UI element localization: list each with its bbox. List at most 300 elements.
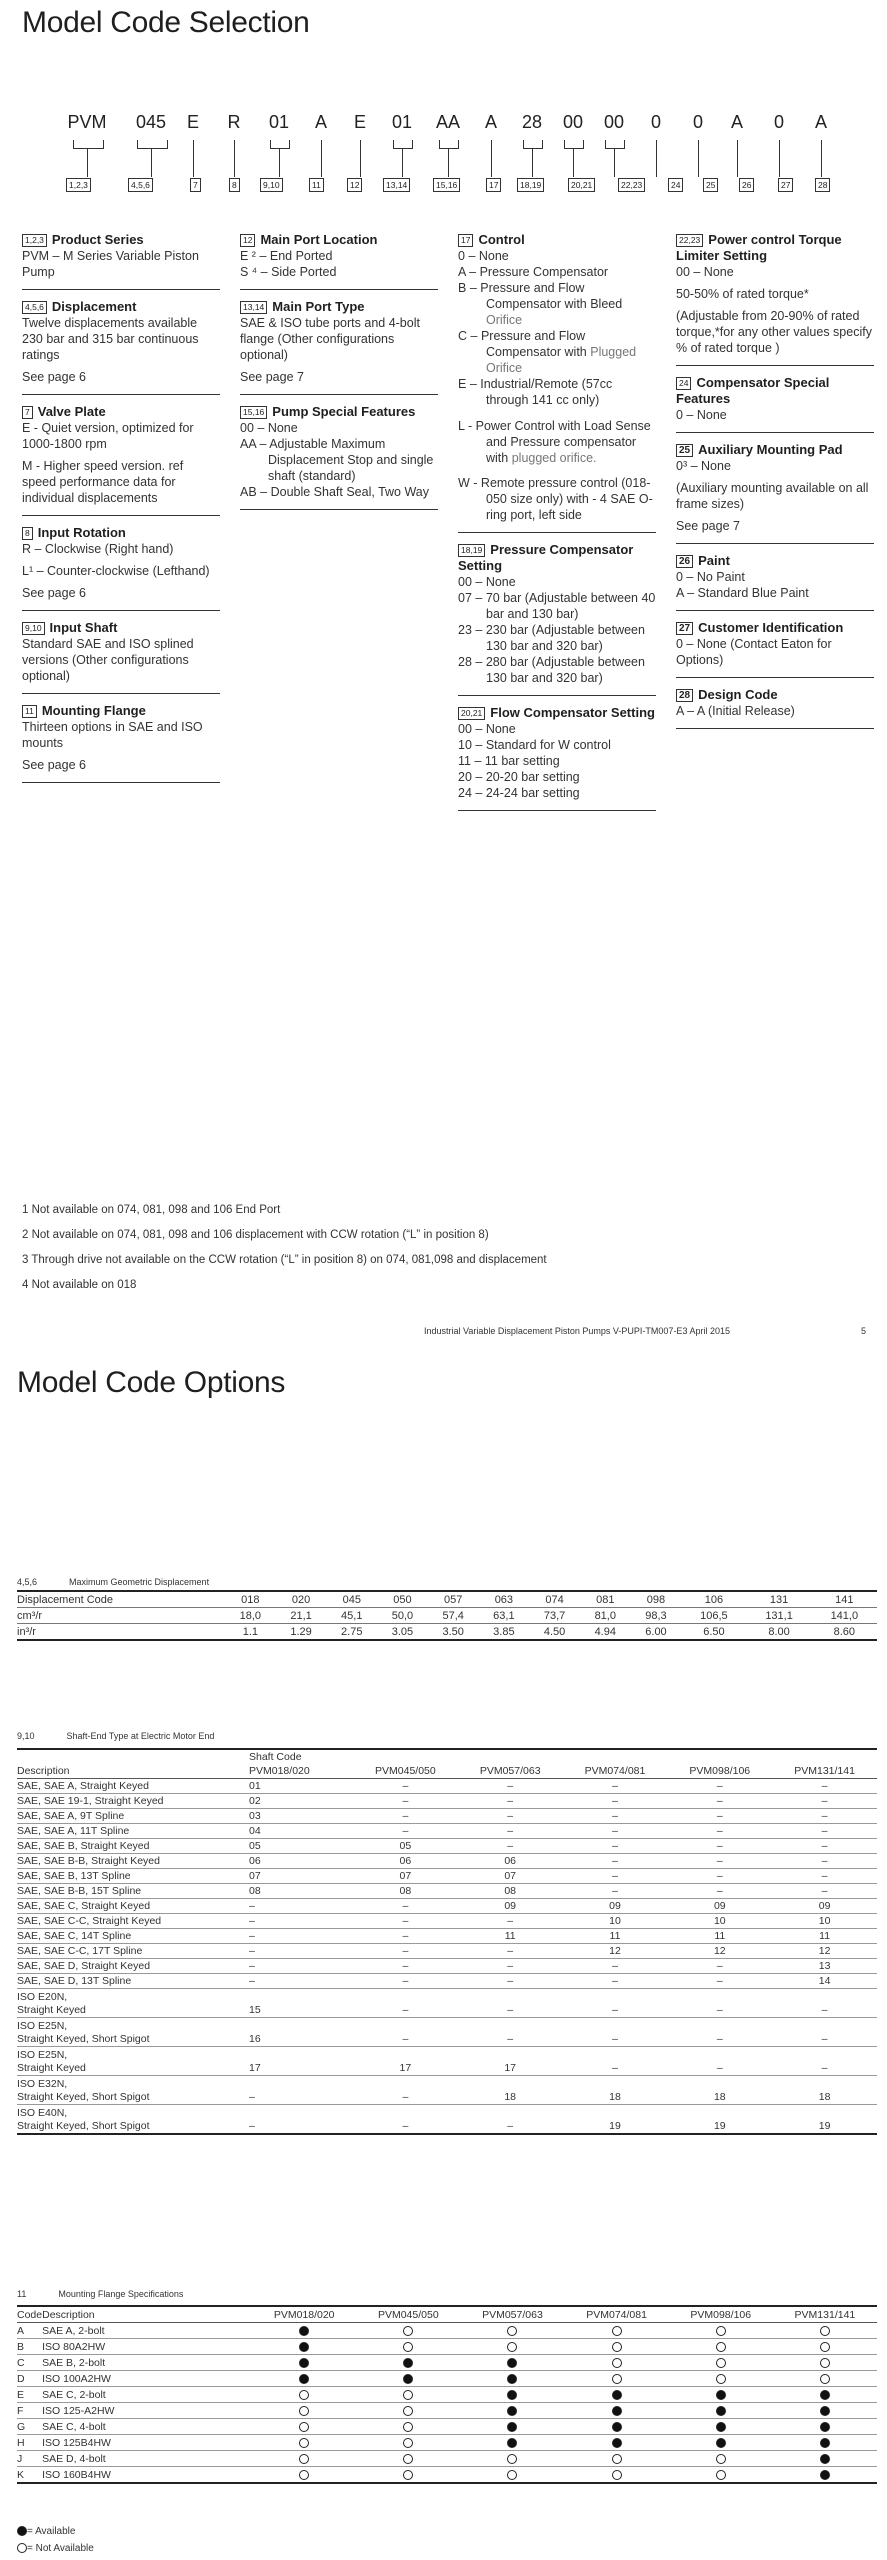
- table-cell: cm³/r: [17, 1608, 225, 1624]
- section-title: [22, 620, 220, 636]
- table-cell: SAE, SAE 19-1, Straight Keyed: [17, 1794, 243, 1809]
- header-cell: Description: [42, 2306, 252, 2323]
- code-tick: [698, 140, 699, 177]
- table-cell: –: [353, 1794, 458, 1809]
- filled-circle-icon: [612, 2422, 622, 2432]
- table-cell: –: [458, 1944, 563, 1959]
- availability-cell: [356, 2371, 460, 2387]
- table-cell: –: [458, 2018, 563, 2047]
- open-circle-icon: [403, 2438, 413, 2448]
- page-number: 5: [861, 1326, 867, 1336]
- item-text: – 11 bar setting: [474, 754, 560, 768]
- code-box: 20,21: [568, 178, 595, 192]
- filled-circle-icon: [17, 2526, 27, 2536]
- table-cell: –: [667, 1839, 772, 1854]
- item-code: 10: [458, 738, 472, 752]
- item-code: 23: [458, 623, 472, 637]
- header-cell: Code: [17, 2306, 42, 2323]
- table-cell: –: [243, 1974, 353, 1989]
- section-number-box: 28: [676, 689, 693, 702]
- table-cell: 73,7: [529, 1608, 580, 1624]
- table-cell: [17, 1989, 243, 2018]
- availability-cell: [669, 2419, 773, 2435]
- availability-cell: [669, 2435, 773, 2451]
- desc-cell: SAE B, 2-bolt: [42, 2355, 252, 2371]
- table-cell: SAE, SAE C, Straight Keyed: [17, 1899, 243, 1914]
- section-title-text: Auxiliary Mounting Pad: [698, 442, 843, 457]
- section-line: R – Clockwise (Right hand): [22, 542, 174, 556]
- table-cell: –: [243, 2076, 353, 2105]
- section-title-text: Power control Torque Limiter Setting: [676, 232, 842, 263]
- table-cell: SAE, SAE B-B, Straight Keyed: [17, 1854, 243, 1869]
- code-bracket: [564, 140, 584, 149]
- table-cell: –: [772, 2047, 877, 2076]
- table-cell: –: [458, 1959, 563, 1974]
- table-cell: SAE, SAE A, 11T Spline: [17, 1824, 243, 1839]
- section-line: See page 6: [22, 370, 86, 384]
- availability-cell: [773, 2339, 877, 2355]
- table-cell: 141,0: [812, 1608, 877, 1624]
- table-cell: 18: [563, 2076, 668, 2105]
- table-cell: 81,0: [580, 1608, 631, 1624]
- section-title-text: Main Port Type: [272, 299, 365, 314]
- table-cell: –: [243, 1959, 353, 1974]
- table-cell: –: [563, 1854, 668, 1869]
- open-circle-icon: [820, 2358, 830, 2368]
- footnote-2: 2 Not available on 074, 081, 098 and 106 displacement with CCW rotation (“L” in position 8): [22, 1229, 489, 1241]
- section-title: [676, 620, 874, 636]
- footnote-3: 3 Through drive not available on the CCW rotation (“L” in position 8) on 074, 081,098 and displacement: [22, 1254, 547, 1266]
- item-text: – Pressure Compensator: [469, 265, 609, 279]
- section-line: 0 – None (Contact Eaton for Options): [676, 637, 832, 667]
- open-circle-icon: [612, 2454, 622, 2464]
- header-cell: PVM131/141: [773, 2306, 877, 2323]
- desc-line-1: ISO E25N,: [17, 2049, 68, 2061]
- section-number-box: 15,16: [240, 406, 267, 419]
- section-line: E - Quiet version, optimized for 1000-1800 rpm: [22, 421, 194, 451]
- item-code: AB: [240, 485, 257, 499]
- section-title-text: Product Series: [51, 232, 144, 247]
- availability-cell: [773, 2419, 877, 2435]
- table-cell: –: [563, 1779, 668, 1794]
- table-cell: SAE, SAE C-C, 17T Spline: [17, 1944, 243, 1959]
- table-cell: 11: [563, 1929, 668, 1944]
- availability-cell: [565, 2419, 669, 2435]
- table-cell: 17: [353, 2047, 458, 2076]
- item-code: 28: [458, 655, 472, 669]
- filled-circle-icon: [716, 2438, 726, 2448]
- section-line: 0 – None: [676, 408, 727, 422]
- item-code: L: [458, 419, 465, 433]
- availability-cell: [460, 2339, 564, 2355]
- code-bracket: [73, 140, 104, 149]
- table-cell: –: [353, 1959, 458, 1974]
- availability-cell: [460, 2403, 564, 2419]
- table-cell: –: [563, 2018, 668, 2047]
- item-text: – 20-20 bar setting: [475, 770, 580, 784]
- table-cell: –: [563, 1809, 668, 1824]
- code-letter: A: [484, 112, 497, 132]
- item-text: – 280 bar (Adjustable between 130 bar and 320 bar): [475, 655, 645, 685]
- item-code: B: [458, 281, 467, 295]
- table-cell: –: [667, 2018, 772, 2047]
- table-cell: SAE, SAE D, 13T Spline: [17, 1974, 243, 1989]
- code-bracket: [137, 140, 168, 149]
- table-cell: 141: [812, 1591, 877, 1608]
- table-row: [17, 1989, 877, 2018]
- section: [458, 232, 656, 533]
- filled-circle-icon: [820, 2470, 830, 2480]
- code-tick: [573, 149, 574, 177]
- code-box: 15,16: [433, 178, 460, 192]
- item-note: Plugged Orifice: [486, 345, 637, 375]
- code-bracket: [605, 140, 625, 149]
- item-text: – 70 bar (Adjustable between 40 bar and 130 bar): [475, 591, 656, 621]
- section-number-box: 18,19: [458, 544, 485, 557]
- section-item: [458, 475, 656, 523]
- table-cell: 18: [667, 2076, 772, 2105]
- table-cell: 18: [458, 2076, 563, 2105]
- table-cell: 10: [772, 1914, 877, 1929]
- table-row: [17, 1929, 877, 1944]
- section-line: Standard SAE and ISO splined versions (Other configurations optional): [22, 637, 194, 683]
- availability-cell: [669, 2467, 773, 2484]
- code-cell: D: [17, 2371, 42, 2387]
- open-circle-icon: [299, 2470, 309, 2480]
- section-number-box: 22,23: [676, 234, 703, 247]
- table-cell: 17: [243, 2047, 353, 2076]
- table-cell: SAE, SAE B, 13T Spline: [17, 1869, 243, 1884]
- table-cell: 2.75: [326, 1624, 377, 1641]
- section-item: [458, 280, 656, 328]
- table-cell: –: [243, 1944, 353, 1959]
- table-cell: 01: [243, 1779, 353, 1794]
- table-cell: –: [353, 2105, 458, 2135]
- table-cell: 18,0: [225, 1608, 276, 1624]
- code-bracket: [270, 140, 290, 149]
- availability-cell: [565, 2323, 669, 2339]
- code-box: 7: [190, 178, 201, 192]
- code-tick: [321, 140, 322, 177]
- table-cell: –: [772, 1854, 877, 1869]
- availability-cell: [252, 2355, 356, 2371]
- item-text: – None: [468, 249, 509, 263]
- table-cell: –: [563, 1839, 668, 1854]
- code-letter: 0: [650, 112, 661, 132]
- open-circle-icon: [716, 2374, 726, 2384]
- item-code: W: [458, 476, 470, 490]
- section-title-text: Input Rotation: [37, 525, 126, 540]
- availability-cell: [565, 2355, 669, 2371]
- table-cell: [17, 2047, 243, 2076]
- table-cell: –: [667, 1794, 772, 1809]
- availability-cell: [356, 2339, 460, 2355]
- table-cell: 16: [243, 2018, 353, 2047]
- column-4: [676, 232, 874, 738]
- code-cell: F: [17, 2403, 42, 2419]
- availability-cell: [773, 2355, 877, 2371]
- legend-not-available: = Not Available: [17, 2543, 94, 2554]
- availability-cell: [565, 2435, 669, 2451]
- open-circle-icon: [403, 2342, 413, 2352]
- section-title: [22, 404, 220, 420]
- availability-cell: [565, 2339, 669, 2355]
- table-cell: in³/r: [17, 1624, 225, 1641]
- section: [676, 375, 874, 433]
- table-row: [17, 1824, 877, 1839]
- availability-cell: [356, 2435, 460, 2451]
- open-circle-icon: [716, 2326, 726, 2336]
- code-letter: A: [730, 112, 743, 132]
- table-row: [17, 2467, 877, 2484]
- item-code: 0: [458, 249, 465, 263]
- filled-circle-icon: [612, 2438, 622, 2448]
- section-line: 00 – None: [676, 265, 734, 279]
- table-cell: –: [458, 1824, 563, 1839]
- availability-cell: [356, 2323, 460, 2339]
- section-number-box: 1,2,3: [22, 234, 47, 247]
- open-circle-icon: [17, 2543, 27, 2553]
- table-cell: –: [243, 1929, 353, 1944]
- code-cell: K: [17, 2467, 42, 2484]
- availability-cell: [460, 2323, 564, 2339]
- header-cell: PVM098/106: [667, 1764, 772, 1779]
- flange-table: [17, 2305, 877, 2484]
- table-cell: 08: [458, 1884, 563, 1899]
- section-item: [458, 264, 656, 280]
- item-code: C: [458, 329, 468, 343]
- section-item: [240, 484, 438, 500]
- table-cell: Displacement Code: [17, 1591, 225, 1608]
- code-cell: G: [17, 2419, 42, 2435]
- header-cell: PVM074/081: [563, 1764, 668, 1779]
- section: [676, 553, 874, 611]
- availability-cell: [565, 2451, 669, 2467]
- footnote-1: 1 Not available on 074, 081, 098 and 106 End Port: [22, 1204, 281, 1216]
- table-cell: 13: [772, 1959, 877, 1974]
- section-item: [240, 420, 438, 436]
- table-row: [17, 1974, 877, 1989]
- code-box: 24: [668, 178, 683, 192]
- availability-cell: [460, 2451, 564, 2467]
- open-circle-icon: [299, 2438, 309, 2448]
- table-cell: –: [667, 1809, 772, 1824]
- desc-cell: SAE D, 4-bolt: [42, 2451, 252, 2467]
- section-title: [240, 299, 438, 315]
- availability-cell: [669, 2403, 773, 2419]
- table-cell: 3.50: [428, 1624, 479, 1641]
- table-cell: 18: [772, 2076, 877, 2105]
- table-cell: –: [563, 1794, 668, 1809]
- table-cell: –: [353, 1824, 458, 1839]
- footnote-4: 4 Not available on 018: [22, 1279, 137, 1291]
- table-cell: –: [353, 2076, 458, 2105]
- section-item: [458, 622, 656, 654]
- section: [22, 620, 220, 694]
- section-title-text: Customer Identification: [698, 620, 844, 635]
- table-row: [17, 1884, 877, 1899]
- open-circle-icon: [716, 2454, 726, 2464]
- table-cell: 08: [243, 1884, 353, 1899]
- item-code: 00: [458, 575, 472, 589]
- code-box: 4,5,6: [128, 178, 153, 192]
- table-cell: 09: [667, 1899, 772, 1914]
- item-code: AA: [240, 437, 256, 451]
- section: [458, 705, 656, 811]
- section-number-box: 11: [22, 705, 37, 718]
- table-cell: –: [667, 1989, 772, 2018]
- filled-circle-icon: [299, 2342, 309, 2352]
- table-cell: 1.1: [225, 1624, 276, 1641]
- table-cell: –: [563, 1824, 668, 1839]
- open-circle-icon: [299, 2422, 309, 2432]
- section-number-box: 12: [240, 234, 255, 247]
- table-row: [17, 2076, 877, 2105]
- section-title-text: Pressure Compensator Setting: [458, 542, 634, 573]
- table-row: [17, 1591, 877, 1608]
- availability-cell: [356, 2451, 460, 2467]
- table-cell: –: [667, 1884, 772, 1899]
- code-letter: E: [353, 112, 366, 132]
- table-cell: –: [667, 1974, 772, 1989]
- filled-circle-icon: [820, 2406, 830, 2416]
- availability-cell: [356, 2467, 460, 2484]
- section-line: 0³ – None: [676, 459, 731, 473]
- filled-circle-icon: [716, 2422, 726, 2432]
- table-cell: –: [243, 1899, 353, 1914]
- header-cell: PVM057/063: [458, 1764, 563, 1779]
- section-title: [240, 404, 438, 420]
- table-cell: SAE, SAE C-C, Straight Keyed: [17, 1914, 243, 1929]
- table-cell: 057: [428, 1591, 479, 1608]
- table-header-row: [17, 2306, 877, 2323]
- table-cell: 06: [458, 1854, 563, 1869]
- availability-cell: [252, 2435, 356, 2451]
- section-title: [676, 375, 874, 407]
- section-item: [240, 436, 438, 484]
- section-title: [676, 687, 874, 703]
- section-title-text: Flow Compensator Setting: [490, 705, 655, 720]
- code-tick: [779, 140, 780, 177]
- table-cell: 081: [580, 1591, 631, 1608]
- section-number-box: 24: [676, 377, 691, 390]
- table-cell: 3.05: [377, 1624, 428, 1641]
- table-cell: 08: [353, 1884, 458, 1899]
- code-cell: C: [17, 2355, 42, 2371]
- table-row: [17, 2371, 877, 2387]
- table-cell: 07: [243, 1869, 353, 1884]
- section-line: 50-50% of rated torque*: [676, 287, 809, 301]
- availability-cell: [356, 2419, 460, 2435]
- filled-circle-icon: [403, 2358, 413, 2368]
- table-cell: –: [243, 2105, 353, 2135]
- table-cell: –: [667, 1959, 772, 1974]
- table-cell: –: [772, 1839, 877, 1854]
- section: [676, 442, 874, 544]
- code-letter: E: [186, 112, 199, 132]
- filled-circle-icon: [820, 2422, 830, 2432]
- section-line: See page 7: [676, 519, 740, 533]
- table-row: [17, 1944, 877, 1959]
- table-cell: 10: [667, 1914, 772, 1929]
- table-cell: 21,1: [276, 1608, 327, 1624]
- section-item: [458, 328, 656, 376]
- filled-circle-icon: [299, 2326, 309, 2336]
- page-title-2: Model Code Options: [17, 1366, 286, 1399]
- header-cell: PVM057/063: [460, 2306, 564, 2323]
- availability-cell: [252, 2451, 356, 2467]
- table-cell: –: [353, 1914, 458, 1929]
- table-cell: 018: [225, 1591, 276, 1608]
- table-cell: 11: [772, 1929, 877, 1944]
- table-cell: 09: [772, 1899, 877, 1914]
- section-number-box: 7: [22, 406, 33, 419]
- table-row: [17, 1914, 877, 1929]
- open-circle-icon: [716, 2470, 726, 2480]
- code-box: 11: [309, 178, 324, 192]
- item-code: 11: [458, 754, 471, 768]
- column-2: [240, 232, 438, 519]
- section-item: [458, 574, 656, 590]
- open-circle-icon: [612, 2342, 622, 2352]
- availability-cell: [252, 2419, 356, 2435]
- table-cell: 02: [243, 1794, 353, 1809]
- table-row: [17, 2105, 877, 2135]
- table-cell: –: [772, 1869, 877, 1884]
- table-cell: 131: [747, 1591, 812, 1608]
- shaft-code-label: Shaft Code: [249, 1751, 302, 1763]
- section-title-text: Mounting Flange: [41, 703, 146, 718]
- section-line: S ⁴ – Side Ported: [240, 265, 337, 279]
- table-cell: SAE, SAE A, 9T Spline: [17, 1809, 243, 1824]
- availability-cell: [460, 2467, 564, 2484]
- section-item: [458, 721, 656, 737]
- table-cell: –: [563, 1869, 668, 1884]
- table-cell: 6.00: [631, 1624, 682, 1641]
- availability-cell: [669, 2355, 773, 2371]
- section-item: [458, 737, 656, 753]
- item-note: plugged orifice.: [511, 451, 597, 465]
- availability-cell: [565, 2387, 669, 2403]
- desc-line-1: ISO E25N,: [17, 2020, 68, 2032]
- table-cell: 12: [667, 1944, 772, 1959]
- section-number-box: 25: [676, 444, 693, 457]
- desc-line-1: ISO E32N,: [17, 2078, 68, 2090]
- item-text: – None: [475, 575, 516, 589]
- section: [676, 232, 874, 366]
- open-circle-icon: [507, 2326, 517, 2336]
- table-cell: –: [458, 1794, 563, 1809]
- code-box: 28: [815, 178, 830, 192]
- table-row: [17, 1899, 877, 1914]
- desc-cell: ISO 80A2HW: [42, 2339, 252, 2355]
- open-circle-icon: [403, 2406, 413, 2416]
- table-cell: 05: [353, 1839, 458, 1854]
- section-title-text: Main Port Location: [260, 232, 378, 247]
- filled-circle-icon: [716, 2390, 726, 2400]
- open-circle-icon: [403, 2326, 413, 2336]
- table-row: [17, 2403, 877, 2419]
- header-cell: PVM045/050: [356, 2306, 460, 2323]
- table-cell: –: [667, 1779, 772, 1794]
- section-item: [458, 418, 656, 466]
- section-title: [22, 525, 220, 541]
- header-cell: Description: [17, 1764, 243, 1779]
- section-title: [458, 705, 656, 721]
- section-item: [458, 753, 656, 769]
- code-letter: PVM: [67, 112, 107, 132]
- code-tick: [737, 140, 738, 177]
